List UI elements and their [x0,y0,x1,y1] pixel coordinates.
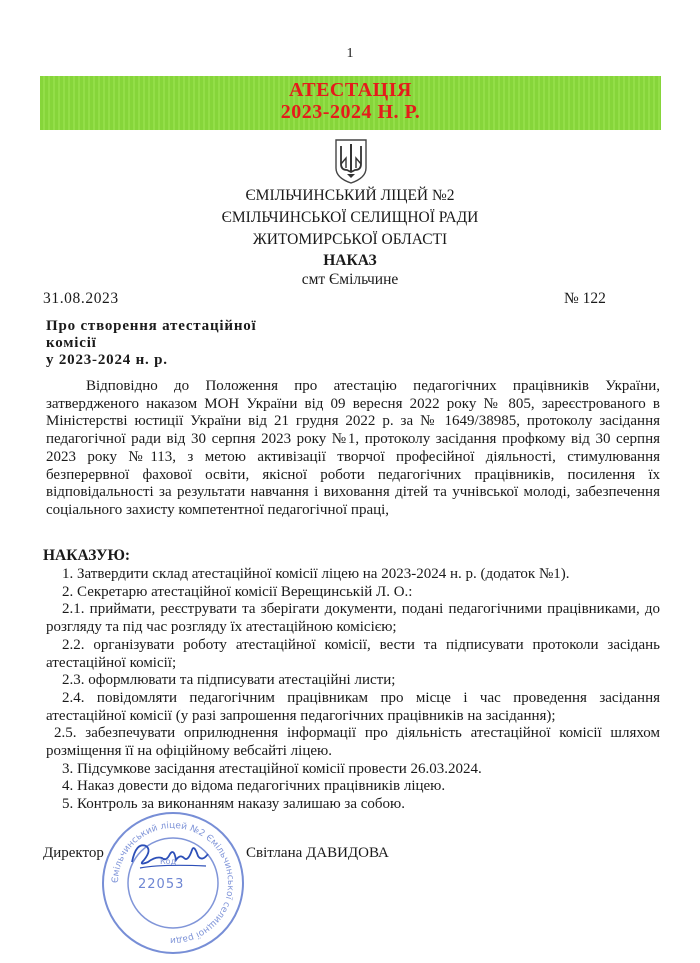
signature-position: Директор [43,845,104,861]
banner-title: АТЕСТАЦІЯ [289,79,412,101]
order-item-3: 3. Підсумкове засідання атестаційної комісії провести 26.03.2024. [62,760,482,777]
order-item-2-4: 2.4. повідомляти педагогічним працівникам про місце і час проведення засідання атестаційної комісії (у разі запрошення педагогічних працівників на засідання); [46,689,660,724]
order-item-2-3: 2.3. оформлювати та підписувати атестаційні листи; [62,672,396,689]
document-number: № 122 [564,290,606,307]
document-subject [46,318,257,369]
order-item-2: 2. Секретарю атестаційної комісії Верещинській Л. О.: [62,583,413,600]
subject-line3: у 2023-2024 н. р. [46,352,168,368]
trident-emblem-icon [334,138,368,184]
director-signature [122,832,217,878]
attestation-banner [40,76,661,130]
order-item-5: 5. Контроль за виконанням наказу залишаю за собою. [62,796,405,813]
banner-year: 2023-2024 Н. Р. [280,101,421,123]
order-heading: НАКАЗУЮ: [43,547,131,564]
school-name-line2: ЄМІЛЬЧИНСЬКОЇ СЕЛИЩНОЇ РАДИ [221,209,479,226]
order-item-2-5: 2.5. забезпечувати оприлюднення інформації про діяльність атестаційної комісії шляхом розміщення її на офіційному вебсайті ліцею. [46,725,660,760]
page-number: 1 [346,46,354,61]
subject-line2: комісії [46,335,97,351]
svg-text:Ємільчинський ліцей №2 Ємільчи: Ємільчинський ліцей №2 Ємільчинської селищної ради [110,820,236,946]
school-name-line3: ЖИТОМИРСЬКОЇ ОБЛАСТІ [252,231,448,248]
svg-text:22053: 22053 [138,877,185,892]
order-item-1: 1. Затвердити склад атестаційної комісії ліцею на 2023-2024 н. р. (додаток №1). [62,566,570,582]
svg-text:Код: Код [160,857,177,866]
document-place: смт Ємільчине [301,271,399,288]
signature-name: Світлана ДАВИДОВА [246,845,389,861]
preamble-paragraph [46,378,660,520]
order-item-4: 4. Наказ довести до відома педагогічних працівників ліцею. [62,778,446,795]
order-item-2-2: 2.2. організувати роботу атестаційної комісії, вести та підписувати протоколи засідань атестаційної комісії; [46,636,660,671]
order-item-2-1: 2.1. приймати, реєструвати та зберігати документи, подані педагогічними працівниками, до розгляду та під час розгляду їх атестаційною комісією; [46,601,660,636]
document-date: 31.08.2023 [43,290,119,307]
preamble-text: Відповідно до Положення про атестацію педагогічних працівників України, затвердженого наказом МОН України від 09 вересня 2022 року № 805, зареєстрованого в Міністерстві юстиції України від 21 грудня 2022 р. за № 1649/38985, протоколу засідання педагогічної ради від 30 серпня 2023 року №1, протоколу засідання профкому від 30 серпня 2023 року №113, з метою активізації творчої професійної діяльності, стимулювання безперервної фахової освіти, якісної роботи педагогічних працівників, посилення їх відповідальності за результати навчання і виховання дітей та учнівської молоді, забезпечення соціального захисту компетентної педагогічної праці, [46,378,660,518]
document-type: НАКАЗ [323,252,377,269]
official-stamp [98,808,248,958]
order-items [46,566,660,814]
school-name-line1: ЄМІЛЬЧИНСЬКИЙ ЛІЦЕЙ №2 [245,187,455,204]
subject-line1: Про створення атестаційної [46,318,257,334]
